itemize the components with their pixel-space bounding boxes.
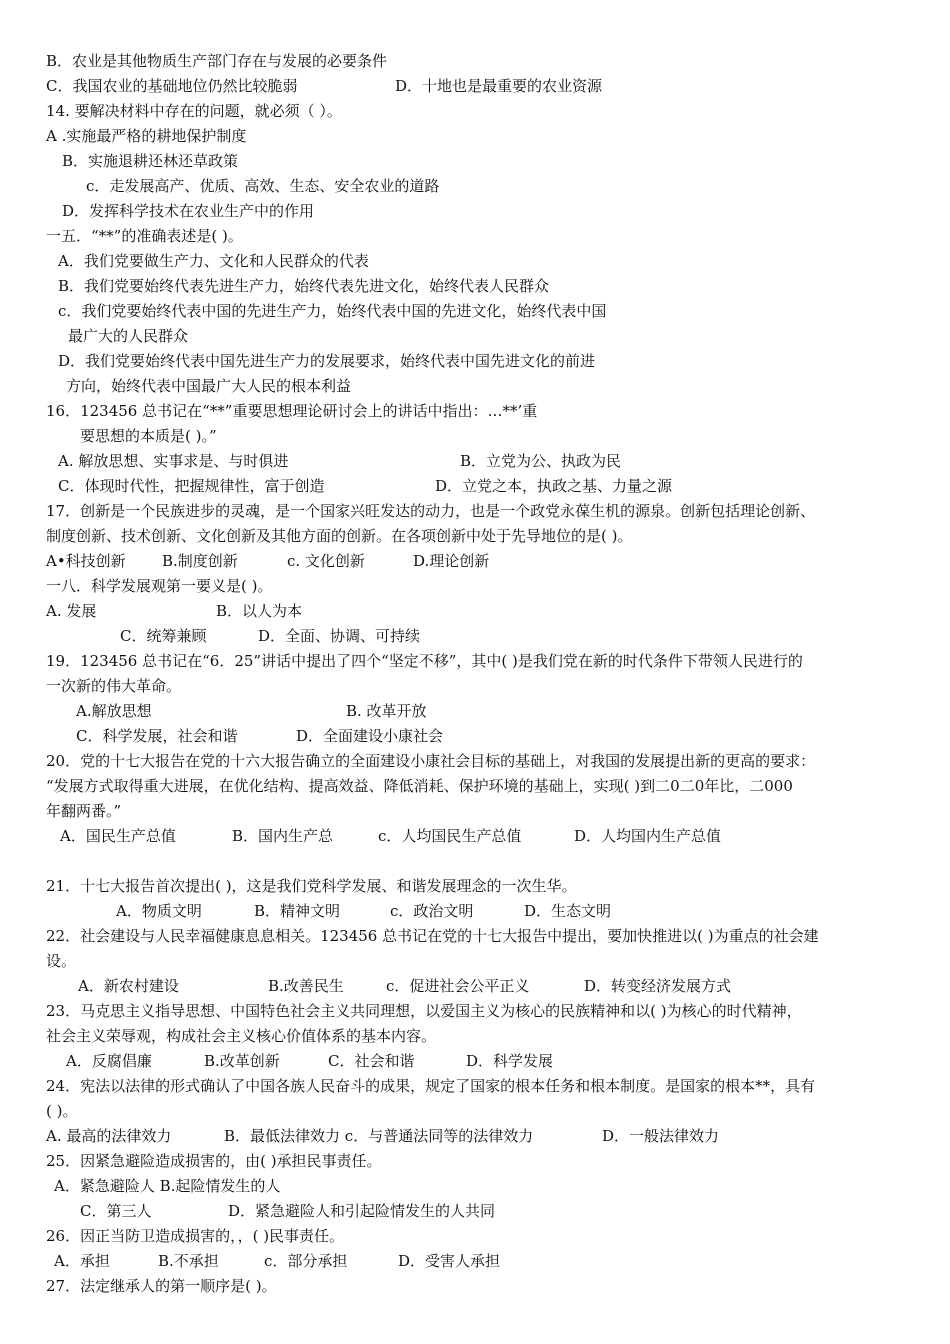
text-line: c. 文化创新 (287, 552, 365, 570)
text-line: A. 解放思想、实事求是、与时俱进 (58, 452, 289, 470)
text-line: c．我们党要始终代表中国的先进生产力，始终代表中国的先进文化，始终代表中国 (58, 302, 607, 320)
text-line: 制度创新、技术创新、文化创新及其他方面的创新。在各项创新中处于先导地位的是( )。 (46, 527, 633, 545)
text-line: D.理论创新 (413, 552, 490, 570)
text-line: D．立党之本，执政之基、力量之源 (435, 477, 673, 495)
text-line: 20．党的十七大报告在党的十六大报告确立的全面建设小康社会目标的基础上，对我国的发展提出新的更高的要求： (46, 752, 816, 770)
text-line: 一次新的伟大革命。 (46, 677, 182, 695)
text-line: A．我们党要做生产力、文化和人民群众的代表 (58, 252, 369, 270)
text-line: B．精神文明 (254, 902, 341, 920)
text-line: C．体现时代性，把握规律性，富于创造 (58, 477, 325, 495)
text-line: 最广大的人民群众 (68, 327, 189, 345)
text-line: B．立党为公、执政为民 (460, 452, 622, 470)
text-line: D．科学发展 (466, 1052, 554, 1070)
text-line: A.解放思想 (76, 702, 152, 720)
text-line: B.制度创新 (162, 552, 238, 570)
text-line: 14. 要解决材料中存在的问题，就必须（ ）。 (46, 102, 342, 120)
text-line: A．紧急避险人 B.起险情发生的人 (54, 1177, 281, 1195)
text-line: D．生态文明 (524, 902, 612, 920)
text-line: 17．创新是一个民族进步的灵魂，是一个国家兴旺发达的动力，也是一个政党永葆生机的源泉。创新包括理论创新、 (46, 502, 816, 520)
text-line: 23．马克思主义指导思想、中国特色社会主义共同理想，以爱国主义为核心的民族精神和以( )为核心的时代精神， (46, 1002, 802, 1020)
text-line: A. 发展 (46, 602, 97, 620)
text-line: B．最低法律效力 c．与普通法同等的法律效力 (224, 1127, 534, 1145)
text-line: C．统筹兼顾 (120, 627, 207, 645)
text-line: B．国内生产总 (232, 827, 334, 845)
text-line: 年翻两番。” (46, 802, 122, 820)
text-line: B．农业是其他物质生产部门存在与发展的必要条件 (46, 52, 388, 70)
text-line: 22．社会建设与人民幸福健康息息相关。123456 总书记在党的十七大报告中提出，要加快推进以( )为重点的社会建 (46, 927, 819, 945)
text-line: c．促进社会公平正义 (386, 977, 530, 995)
text-line: 24．宪法以法律的形式确认了中国各族人民奋斗的成果，规定了国家的根本任务和根本制度。是国家的根本**，具有 (46, 1077, 816, 1095)
text-line: 社会主义荣辱观，构成社会主义核心价值体系的基本内容。 (46, 1027, 437, 1045)
text-line: A. 最高的法律效力 (46, 1127, 172, 1145)
text-line: 方向，始终代表中国最广大人民的根本利益 (66, 377, 352, 395)
text-line: ( )。 (46, 1102, 78, 1120)
text-line: 16．123456 总书记在“**”重要思想理论研讨会上的讲话中指出：…**’重 (46, 402, 538, 420)
text-line: D．受害人承担 (398, 1252, 501, 1270)
text-line: c．政治文明 (390, 902, 474, 920)
text-line: A•科技创新 (46, 552, 126, 570)
text-line: D．我们党要始终代表中国先进生产力的发展要求，始终代表中国先进文化的前进 (58, 352, 596, 370)
text-line: 19．123456 总书记在“6．25”讲话中提出了四个“坚定不移”，其中( )是我们党在新的时代条件下带领人民进行的 (46, 652, 803, 670)
text-line: “发展方式取得重大进展，在优化结构、提高效益、降低消耗、保护环境的基础上，实现( )到二0二0年比，二000 (46, 777, 793, 795)
text-line: D．紧急避险人和引起险情发生的人共同 (228, 1202, 496, 1220)
text-line: 一八．科学发展观第一要义是( )。 (46, 577, 273, 595)
text-line: D．转变经济发展方式 (584, 977, 732, 995)
text-line: C．社会和谐 (328, 1052, 415, 1070)
text-line: 27．法定继承人的第一顺序是( )。 (46, 1277, 277, 1295)
text-line: 设。 (46, 952, 77, 970)
text-line: D．人均国内生产总值 (574, 827, 722, 845)
text-line: B．实施退耕还林还草政策 (62, 152, 239, 170)
text-line: B．以人为本 (216, 602, 303, 620)
text-line: C．我国农业的基础地位仍然比较脆弱 (46, 77, 298, 95)
text-line: B. 改革开放 (346, 702, 427, 720)
text-line: C．第三人 (80, 1202, 152, 1220)
text-line: A．反腐倡廉 (66, 1052, 152, 1070)
text-line: B.不承担 (158, 1252, 219, 1270)
text-line: D．全面、协调、可持续 (258, 627, 421, 645)
text-line: c．部分承担 (264, 1252, 348, 1270)
text-line: c．走发展高产、优质、高效、生态、安全农业的道路 (86, 177, 440, 195)
text-line: 一五．“**”的准确表述是( )。 (46, 227, 243, 245)
text-line: 25．因紧急避险造成损害的，由( )承担民事责任。 (46, 1152, 382, 1170)
text-line: B.改革创新 (204, 1052, 280, 1070)
text-line: B.改善民生 (268, 977, 344, 995)
text-line: A．国民生产总值 (60, 827, 176, 845)
text-line: c．人均国民生产总值 (378, 827, 522, 845)
text-line: A．新农村建设 (78, 977, 179, 995)
text-line: C．科学发展，社会和谐 (76, 727, 238, 745)
text-line: 要思想的本质是( )。” (80, 427, 217, 445)
text-line: 21．十七大报告首次提出( )，这是我们党科学发展、和谐发展理念的一次生华。 (46, 877, 577, 895)
text-line: D．全面建设小康社会 (296, 727, 444, 745)
text-line: A．承担 (54, 1252, 110, 1270)
text-line: D．一般法律效力 (602, 1127, 720, 1145)
text-line: A．物质文明 (116, 902, 202, 920)
text-line: 26．因正当防卫造成损害的，，( )民事责任。 (46, 1227, 345, 1245)
text-line: A .实施最严格的耕地保护制度 (46, 127, 247, 145)
text-line: D．十地也是最重要的农业资源 (395, 77, 603, 95)
text-line: D．发挥科学技术在农业生产中的作用 (62, 202, 315, 220)
text-line: B．我们党要始终代表先进生产力，始终代表先进文化，始终代表人民群众 (58, 277, 550, 295)
